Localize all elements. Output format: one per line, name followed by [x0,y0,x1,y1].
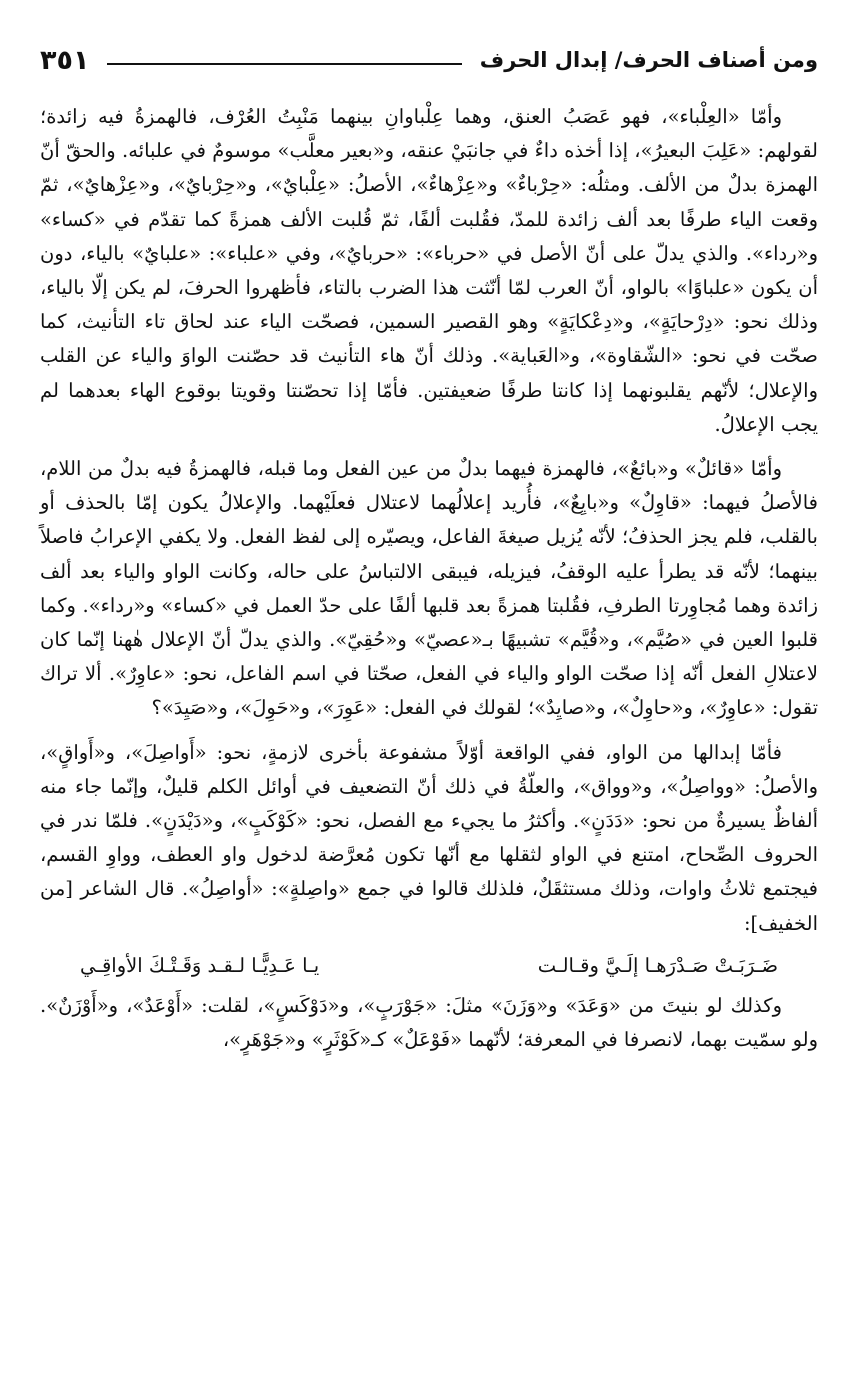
running-title: ومن أصناف الحرف/ إبدال الحرف [479,48,818,72]
page-header [40,40,818,80]
paragraph-qail: وأمّا «قائلٌ» و«بائعٌ»، فالهمزة فيهما بدلٌ من عين الفعل وما قبله، فالهمزةُ فيه بدلٌ من اللام، فالأصلُ فيهما: «قاوِلٌ» و«بايِعٌ»، فأُريد إعلالُهما لاعتلال فعلَيْهما. والإعلالُ يكون إمّا بالحذف أو بالقلب، فلم يجز الحذفُ؛ لأنّه يُزيل صيغةَ الفاعل، ويصيّره إلى لفظ الفعل. ولا يكفي الإعرابُ فاصلاً بينهما؛ لأنّه قد يطرأ عليه الوقفُ، فيزيله، فيبقى الالتباسُ على حاله، وكانت الواو والياء بعد ألف زائدة وهما مُجاوِرتا الطرفِ، فقُلبتا همزةً بعد قلبها ألفًا على حدّ العمل في «كساء» و«رداء». وكما قلبوا العين في «صُيَّم»، و«قُيَّم» تشبيهًا بـ«عصيّ» و«حُقِيّ». والذي يدلّ أنّ الإعلال هٰهنا إنّما كان لاعتلالِ الفعل أنّه إذا صحّت الواو والياء في الفعل، صحّتا في اسم الفاعل، نحو: «عاوِرٌ». ألا تراك تقول: «عاوِرٌ»، و«حاوِلٌ»، و«صايِدٌ»؛ لقولك في الفعل: «عَوِرَ»، و«حَوِلَ»، و«صَيِدَ»؟ [40,457,818,720]
header-rule [107,63,461,65]
poetry-verse [80,947,778,985]
page-number: ٣٥١ [40,44,90,76]
page-body [40,100,818,1057]
paragraph-waw: فأمّا إبدالها من الواو، ففي الواقعة أوّلاً مشفوعة بأخرى لازمةٍ، نحو: «أَواصِلَ»، و«أَواقٍ»، والأصلُ: «وواصِلُ»، و«وواق»، والعلّةُ في ذلك أنّ التضعيف في أوائل الكلم قليلٌ، وإنّما جاء منه ألفاظٌ يسيرةٌ من نحو: «دَدَنٍ». وأكثرُ ما يجيء مع الفصل، نحو: «كَوْكَبٍ»، و«دَيْدَنٍ». فلمّا ندر في الحروف الصِّحاح، امتنع في الواو لثقلها مع أنّها تكون مُعرَّضة لدخول واو العطف، وواوِ القسم، فيجتمع ثلاثُ واوات، وذلك مستثقَلٌ، فلذلك قالوا في جمع «واصِلةٍ»: «أواصِلُ». قال الشاعر [من الخفيف]: [40,740,818,935]
verse-first-hemistich: ضَـرَبَـتْ صَـدْرَهـا إلَـيَّ وقـالـت [537,953,778,977]
paragraph-closing: وكذلك لو بنيتَ من «وَعَدَ» و«وَزَنَ» مثلَ: «جَوْرَبٍ»، و«دَوْكَسٍ»، لقلت: «أَوْعَدٌ»، و«أَوْزَنٌ». ولو سمّيت بهما، لانصرفا في المعرفة؛ لأنّهما «فَوْعَلٌ» كـ«كَوْثَرٍ» و«جَوْهَرٍ»، [40,993,818,1052]
paragraph-ilba: وأمّا «العِلْباء»، فهو عَصَبُ العنق، وهما عِلْباوانِ بينهما مَنْبِتُ العُرْف، فالهمزةُ فيه زائدة؛ لقولهم: «عَلِبَ البعيرُ»، إذا أخذه داءٌ في جانبَيْ عنقه، و«بعير معلَّب» موسومٌ في علبائه. والحقّ أنّ الهمزة بدلٌ من الألف. ومثلُه: «حِرْباءٌ» و«عِزْهاءٌ»، الأصلُ: «عِلْبايٌ»، و«حِرْبايٌ»، و«عِزْهايٌ»، ثمّ وقعت الياء طرفًا بعد ألف زائدة للمدّ، فقُلبت ألفًا، ثمّ قُلبت الألف همزةً كما تقدّم في «كساء» و«رداء». والذي يدلّ على أنّ الأصل في «حرباء»: «حربايٌ»، وفي «علباء»: «علبايٌ» بالياء، دون أن يكون «علباوًا» بالواو، أنّ العرب لمّا أنّثت هذا الضرب بالتاء، فأظهروا الحرفَ، لم يكن إلّا بالياء، وذلك نحو: «دِرْحايَةٍ»، و«دِعْكايَةٍ» وهو القصير السمين، فصحّت الياء عند لحاق تاء التأنيث، كما صحّت في نحو: «الشّقاوة»، و«العَباية». وذلك أنّ هاء التأنيث قد حصّنت الواوَ والياء عن القلب والإعلال؛ لأنّهم يقلبونهما إذا كانتا طرفًا ضعيفتين. فأمّا إذا تحصّنتا وقويتا بوقوع الهاء بعدهما لم يجب الإعلالُ. [40,105,818,436]
verse-second-hemistich: يـا عَـدِيًّـا لـقـد وَقَـتْـكَ الأواقِـي [80,953,320,977]
